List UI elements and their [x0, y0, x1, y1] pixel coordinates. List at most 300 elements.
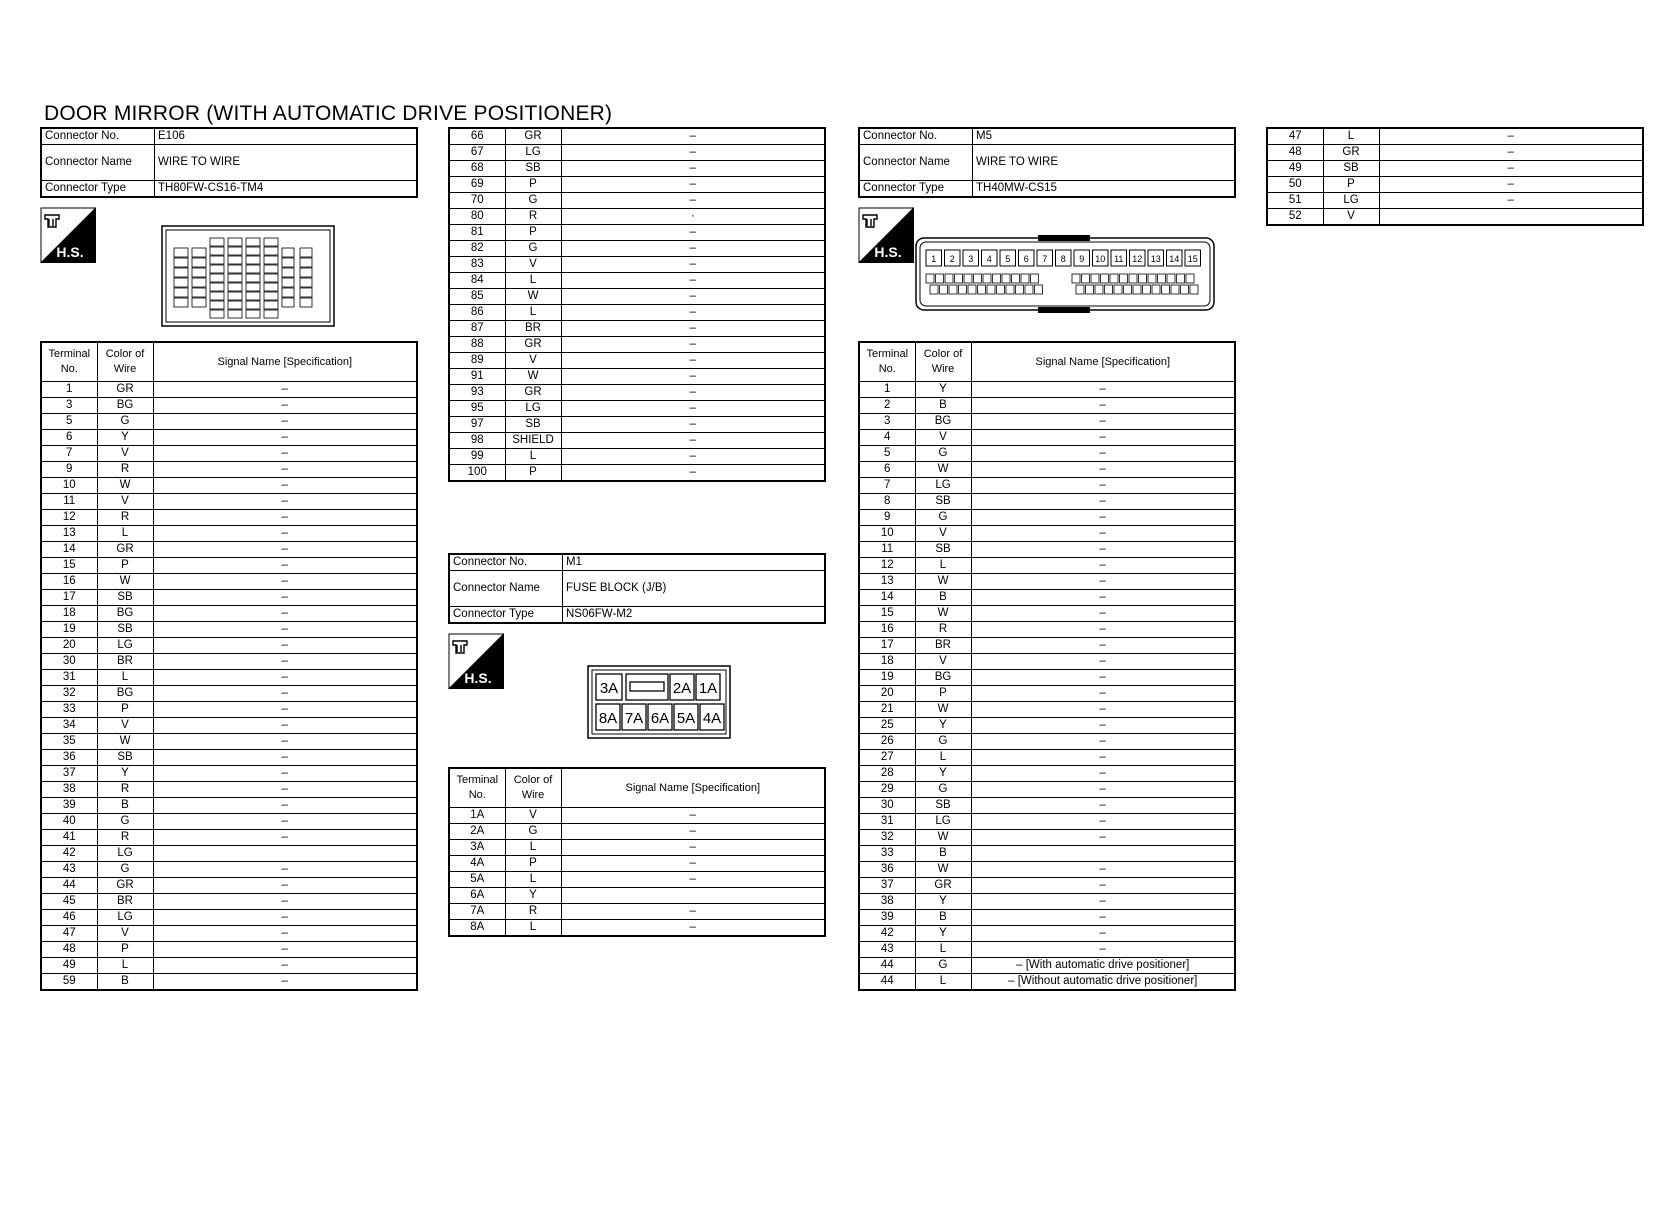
- terminal-no-cell: 16: [859, 622, 915, 638]
- table-row: [1267, 161, 1643, 177]
- signal-name-cell: –: [153, 478, 417, 494]
- terminal-no-cell: 83: [449, 257, 505, 273]
- color-of-wire-cell: BG: [915, 414, 971, 430]
- signal-name-cell: – [With automatic drive positioner]: [971, 958, 1235, 974]
- signal-name-cell: –: [561, 225, 825, 241]
- signal-name-cell: –: [561, 385, 825, 401]
- color-of-wire-cell: P: [505, 465, 561, 482]
- signal-name-cell: –: [153, 622, 417, 638]
- harness-side-icon: [448, 633, 504, 689]
- connector-no-value: E106: [155, 128, 418, 145]
- terminal-no-cell: 30: [41, 654, 97, 670]
- connector-cavity: [1006, 285, 1014, 294]
- connector-cavity: [1162, 285, 1170, 294]
- signal-name-cell: –: [561, 872, 825, 888]
- table-row: [449, 856, 825, 872]
- terminal-no-cell: 99: [449, 449, 505, 465]
- terminal-no-cell: 86: [449, 305, 505, 321]
- color-of-wire-cell: B: [915, 910, 971, 926]
- connector-cavity: [210, 247, 224, 255]
- pin-label: 2A: [672, 680, 692, 697]
- pin-label: 7A: [624, 710, 644, 727]
- table-row: [41, 670, 417, 686]
- signal-name-cell: –: [153, 654, 417, 670]
- color-of-wire-cell: SB: [505, 417, 561, 433]
- table-row: [41, 462, 417, 478]
- color-of-wire-cell: L: [505, 840, 561, 856]
- color-of-wire-cell: P: [505, 856, 561, 872]
- connector-cavity: [228, 301, 242, 309]
- connector-cavity: [1152, 285, 1160, 294]
- connector-cavity: [300, 248, 312, 257]
- connector-cavity: [940, 285, 948, 294]
- color-of-wire-cell: G: [505, 241, 561, 257]
- color-of-wire-cell: LG: [505, 401, 561, 417]
- connector-name-label: Connector Name: [449, 571, 563, 607]
- table-row: [859, 542, 1235, 558]
- connector-cavity: [1101, 274, 1109, 283]
- m1-connector-diagram: [586, 664, 732, 740]
- connector-cavity: [228, 265, 242, 273]
- terminal-no-cell: 6: [41, 430, 97, 446]
- connector-type-value: TH40MW-CS15: [973, 181, 1236, 198]
- signal-name-cell: –: [153, 734, 417, 750]
- table-row: [41, 526, 417, 542]
- terminal-no-cell: 2: [859, 398, 915, 414]
- signal-name-cell: –: [153, 446, 417, 462]
- signal-name-cell: –: [153, 718, 417, 734]
- signal-name-header: Signal Name [Specification]: [971, 342, 1235, 382]
- connector-cavity: [1177, 274, 1185, 283]
- color-of-wire-cell: W: [915, 462, 971, 478]
- signal-name-cell: –: [971, 942, 1235, 958]
- terminal-no-cell: 48: [41, 942, 97, 958]
- table-row: [859, 606, 1235, 622]
- connector-cavity: [246, 283, 260, 291]
- connector-cavity: [1158, 274, 1166, 283]
- table-row: [449, 840, 825, 856]
- e106-info-table: [40, 127, 418, 198]
- color-of-wire-cell: SB: [1323, 161, 1379, 177]
- terminal-no-cell: 30: [859, 798, 915, 814]
- signal-name-cell: –: [561, 433, 825, 449]
- table-row: [449, 337, 825, 353]
- terminal-no-cell: 4: [859, 430, 915, 446]
- terminal-no-cell: 3: [859, 414, 915, 430]
- connector-name-value: WIRE TO WIRE: [155, 145, 418, 181]
- terminal-no-cell: 87: [449, 321, 505, 337]
- terminal-no-cell: 2A: [449, 824, 505, 840]
- table-row: [859, 462, 1235, 478]
- table-row: [449, 433, 825, 449]
- table-row: [41, 958, 417, 974]
- connector-cavity: [983, 274, 991, 283]
- connector-cavity: [1086, 285, 1094, 294]
- connector-cavity: [228, 310, 242, 318]
- signal-name-cell: ·: [561, 209, 825, 225]
- signal-name-cell: –: [971, 926, 1235, 942]
- table-row: [859, 446, 1235, 462]
- signal-name-cell: –: [561, 824, 825, 840]
- terminal-no-cell: 12: [41, 510, 97, 526]
- signal-name-cell: –: [971, 862, 1235, 878]
- table-row: [449, 193, 825, 209]
- connector-name-value: WIRE TO WIRE: [973, 145, 1236, 181]
- signal-name-cell: –: [971, 894, 1235, 910]
- terminal-no-cell: 98: [449, 433, 505, 449]
- color-of-wire-cell: BR: [97, 894, 153, 910]
- connector-cavity: [1012, 274, 1020, 283]
- connector-cavity: [228, 274, 242, 282]
- m5-terminal-table-continued: [1266, 127, 1644, 226]
- signal-name-cell: –: [561, 321, 825, 337]
- signal-name-cell: –: [153, 974, 417, 991]
- signal-name-cell: –: [971, 494, 1235, 510]
- table-row: [41, 910, 417, 926]
- terminal-no-cell: 82: [449, 241, 505, 257]
- terminal-no-cell: 44: [859, 958, 915, 974]
- signal-name-cell: –: [971, 814, 1235, 830]
- connector-cavity: [210, 274, 224, 282]
- connector-pin: [626, 674, 668, 700]
- pin-label: 13: [1150, 254, 1161, 264]
- connector-cavity: [1016, 285, 1024, 294]
- signal-name-cell: –: [561, 417, 825, 433]
- table-row: [41, 446, 417, 462]
- table-row: [859, 654, 1235, 670]
- signal-name-cell: –: [153, 574, 417, 590]
- connector-no-label: Connector No.: [449, 554, 563, 571]
- color-of-wire-cell: B: [915, 398, 971, 414]
- terminal-no-cell: 19: [41, 622, 97, 638]
- terminal-no-header: Terminal No.: [41, 342, 97, 382]
- color-of-wire-cell: V: [97, 494, 153, 510]
- terminal-no-cell: 39: [859, 910, 915, 926]
- page-title: DOOR MIRROR (WITH AUTOMATIC DRIVE POSITIONER): [44, 102, 613, 125]
- table-row: [41, 654, 417, 670]
- signal-name-cell: –: [153, 686, 417, 702]
- color-of-wire-cell: L: [505, 273, 561, 289]
- color-of-wire-cell: SB: [97, 590, 153, 606]
- m5-connector-diagram: [914, 234, 1216, 314]
- table-row: [41, 942, 417, 958]
- color-of-wire-cell: L: [505, 920, 561, 937]
- connector-cavity: [228, 256, 242, 264]
- color-of-wire-cell: P: [97, 702, 153, 718]
- terminal-no-cell: 36: [859, 862, 915, 878]
- pin-label: 6A: [650, 710, 670, 727]
- connector-cavity: [246, 274, 260, 282]
- color-of-wire-cell: BG: [97, 686, 153, 702]
- table-row: [859, 686, 1235, 702]
- table-row: [449, 872, 825, 888]
- connector-cavity: [300, 258, 312, 267]
- signal-name-cell: –: [971, 702, 1235, 718]
- connector-cavity: [282, 258, 294, 267]
- color-of-wire-cell: LG: [915, 478, 971, 494]
- signal-name-cell: –: [561, 177, 825, 193]
- connector-no-label: Connector No.: [859, 128, 973, 145]
- color-of-wire-cell: SB: [915, 798, 971, 814]
- connector-cavity: [1190, 285, 1198, 294]
- terminal-no-cell: 41: [41, 830, 97, 846]
- connector-cavity: [1139, 274, 1147, 283]
- color-of-wire-cell: GR: [97, 382, 153, 398]
- table-row: [859, 414, 1235, 430]
- color-of-wire-cell: L: [505, 449, 561, 465]
- terminal-no-cell: 45: [41, 894, 97, 910]
- color-of-wire-cell: BR: [915, 638, 971, 654]
- connector-cavity: [300, 298, 312, 307]
- color-of-wire-cell: W: [915, 830, 971, 846]
- color-of-wire-cell: LG: [1323, 193, 1379, 209]
- signal-name-cell: –: [561, 465, 825, 482]
- color-of-wire-cell: GR: [1323, 145, 1379, 161]
- terminal-no-cell: 40: [41, 814, 97, 830]
- connector-cavity: [945, 274, 953, 283]
- connector-cavity: [264, 283, 278, 291]
- signal-name-cell: –: [561, 241, 825, 257]
- color-of-wire-cell: P: [1323, 177, 1379, 193]
- color-of-wire-cell: Y: [915, 766, 971, 782]
- table-row: [449, 824, 825, 840]
- signal-name-cell: –: [561, 920, 825, 937]
- m5-info-table: [858, 127, 1236, 198]
- terminal-no-cell: 33: [41, 702, 97, 718]
- color-of-wire-cell: L: [97, 526, 153, 542]
- signal-name-cell: [1379, 209, 1643, 226]
- terminal-no-cell: 18: [41, 606, 97, 622]
- color-of-wire-cell: W: [915, 702, 971, 718]
- connector-cavity: [210, 310, 224, 318]
- color-of-wire-cell: R: [505, 209, 561, 225]
- m5-terminal-table: [858, 341, 1236, 991]
- terminal-no-cell: 15: [41, 558, 97, 574]
- connector-cavity: [282, 298, 294, 307]
- connector-cavity: [228, 292, 242, 300]
- connector-name-label: Connector Name: [41, 145, 155, 181]
- color-of-wire-cell: Y: [505, 888, 561, 904]
- terminal-no-cell: 85: [449, 289, 505, 305]
- connector-cavity: [192, 268, 206, 277]
- table-row: [41, 974, 417, 991]
- color-of-wire-cell: Y: [915, 926, 971, 942]
- color-of-wire-cell: L: [505, 305, 561, 321]
- table-row: [449, 321, 825, 337]
- color-of-wire-cell: W: [97, 574, 153, 590]
- table-row: [449, 273, 825, 289]
- terminal-no-cell: 52: [1267, 209, 1323, 226]
- color-of-wire-cell: G: [915, 446, 971, 462]
- terminal-no-cell: 12: [859, 558, 915, 574]
- terminal-no-cell: 18: [859, 654, 915, 670]
- signal-name-cell: –: [971, 766, 1235, 782]
- table-row: [41, 590, 417, 606]
- signal-name-cell: –: [971, 670, 1235, 686]
- color-of-wire-cell: G: [915, 782, 971, 798]
- signal-name-cell: –: [153, 878, 417, 894]
- signal-name-cell: – [Without automatic drive positioner]: [971, 974, 1235, 991]
- color-of-wire-header: Color of Wire: [915, 342, 971, 382]
- terminal-no-cell: 29: [859, 782, 915, 798]
- color-of-wire-cell: G: [915, 510, 971, 526]
- terminal-no-cell: 66: [449, 128, 505, 145]
- connector-cavity: [174, 258, 188, 267]
- table-row: [41, 798, 417, 814]
- signal-name-cell: –: [153, 750, 417, 766]
- terminal-no-cell: 16: [41, 574, 97, 590]
- table-row: [41, 478, 417, 494]
- table-row: [859, 910, 1235, 926]
- terminal-no-cell: 42: [41, 846, 97, 862]
- signal-name-cell: –: [1379, 193, 1643, 209]
- color-of-wire-cell: L: [97, 670, 153, 686]
- connector-no-label: Connector No.: [41, 128, 155, 145]
- color-of-wire-cell: R: [97, 462, 153, 478]
- signal-name-cell: –: [971, 510, 1235, 526]
- signal-name-cell: –: [153, 414, 417, 430]
- pin-label: 2: [949, 254, 955, 264]
- terminal-no-cell: 36: [41, 750, 97, 766]
- table-row: [1267, 177, 1643, 193]
- table-row: [449, 257, 825, 273]
- signal-name-cell: –: [971, 382, 1235, 398]
- table-row: [41, 830, 417, 846]
- table-row: [859, 478, 1235, 494]
- color-of-wire-cell: B: [915, 590, 971, 606]
- connector-cavity: [1143, 285, 1151, 294]
- table-row: [1267, 209, 1643, 226]
- connector-cavity: [174, 298, 188, 307]
- terminal-no-cell: 43: [41, 862, 97, 878]
- table-row: [41, 414, 417, 430]
- terminal-no-cell: 42: [859, 926, 915, 942]
- connector-cavity: [955, 274, 963, 283]
- signal-name-cell: –: [1379, 161, 1643, 177]
- color-of-wire-cell: LG: [97, 638, 153, 654]
- table-row: [449, 209, 825, 225]
- table-row: [449, 417, 825, 433]
- connector-cavity: [1171, 285, 1179, 294]
- table-row: [859, 942, 1235, 958]
- terminal-no-cell: 26: [859, 734, 915, 750]
- signal-name-cell: –: [971, 654, 1235, 670]
- connector-cavity: [210, 238, 224, 246]
- connector-cavity: [192, 278, 206, 287]
- terminal-no-cell: 48: [1267, 145, 1323, 161]
- terminal-no-cell: 5A: [449, 872, 505, 888]
- color-of-wire-cell: V: [915, 430, 971, 446]
- svg-text:H.S.: H.S.: [56, 244, 84, 260]
- terminal-no-cell: 1: [41, 382, 97, 398]
- signal-name-cell: –: [153, 542, 417, 558]
- connector-cavity: [264, 238, 278, 246]
- terminal-no-cell: 37: [859, 878, 915, 894]
- connector-cavity: [246, 256, 260, 264]
- terminal-no-cell: 39: [41, 798, 97, 814]
- pin-label: 7: [1042, 254, 1048, 264]
- connector-cavity: [246, 265, 260, 273]
- terminal-no-cell: 91: [449, 369, 505, 385]
- table-row: [41, 846, 417, 862]
- signal-name-cell: –: [971, 590, 1235, 606]
- terminal-no-cell: 34: [41, 718, 97, 734]
- color-of-wire-cell: V: [505, 257, 561, 273]
- connector-latch: [630, 682, 664, 691]
- terminal-no-cell: 46: [41, 910, 97, 926]
- color-of-wire-cell: V: [97, 446, 153, 462]
- terminal-no-cell: 3: [41, 398, 97, 414]
- terminal-no-cell: 33: [859, 846, 915, 862]
- table-row: [859, 526, 1235, 542]
- m1-info-table: [448, 553, 826, 624]
- terminal-no-cell: 81: [449, 225, 505, 241]
- connector-cavity: [1021, 274, 1029, 283]
- connector-cavity: [968, 285, 976, 294]
- connector-cavity: [228, 238, 242, 246]
- pin-label: 15: [1187, 254, 1198, 264]
- table-row: [41, 510, 417, 526]
- signal-name-cell: –: [971, 878, 1235, 894]
- signal-name-cell: –: [153, 830, 417, 846]
- table-row: [859, 830, 1235, 846]
- color-of-wire-cell: GR: [97, 878, 153, 894]
- color-of-wire-cell: P: [505, 177, 561, 193]
- color-of-wire-cell: V: [505, 353, 561, 369]
- signal-name-cell: –: [153, 670, 417, 686]
- color-of-wire-cell: BR: [505, 321, 561, 337]
- table-row: [41, 542, 417, 558]
- table-row: [41, 894, 417, 910]
- table-row: [449, 225, 825, 241]
- connector-cavity: [246, 292, 260, 300]
- signal-name-cell: –: [153, 398, 417, 414]
- terminal-no-cell: 93: [449, 385, 505, 401]
- connector-cavity: [1110, 274, 1118, 283]
- connector-cavity: [174, 278, 188, 287]
- color-of-wire-cell: R: [97, 782, 153, 798]
- color-of-wire-cell: V: [915, 654, 971, 670]
- connector-cavity: [1133, 285, 1141, 294]
- pin-label: 4: [986, 254, 992, 264]
- signal-name-cell: –: [153, 958, 417, 974]
- connector-cavity: [1025, 285, 1033, 294]
- color-of-wire-cell: V: [97, 926, 153, 942]
- terminal-no-cell: 28: [859, 766, 915, 782]
- color-of-wire-cell: B: [915, 846, 971, 862]
- terminal-no-cell: 59: [41, 974, 97, 991]
- table-row: [449, 353, 825, 369]
- e106-terminal-table-continued: [448, 127, 826, 482]
- terminal-no-cell: 5: [859, 446, 915, 462]
- e106-terminal-table: [40, 341, 418, 991]
- color-of-wire-cell: SB: [505, 161, 561, 177]
- connector-cavity: [264, 301, 278, 309]
- terminal-no-cell: 80: [449, 209, 505, 225]
- connector-cavity: [264, 247, 278, 255]
- signal-name-cell: –: [971, 638, 1235, 654]
- terminal-no-cell: 15: [859, 606, 915, 622]
- pin-label: 6: [1023, 254, 1029, 264]
- table-row: [859, 814, 1235, 830]
- connector-cavity: [1031, 274, 1039, 283]
- table-row: [859, 430, 1235, 446]
- connector-cavity: [974, 274, 982, 283]
- table-row: [41, 606, 417, 622]
- signal-name-cell: –: [561, 856, 825, 872]
- color-of-wire-cell: W: [915, 574, 971, 590]
- color-of-wire-cell: W: [97, 478, 153, 494]
